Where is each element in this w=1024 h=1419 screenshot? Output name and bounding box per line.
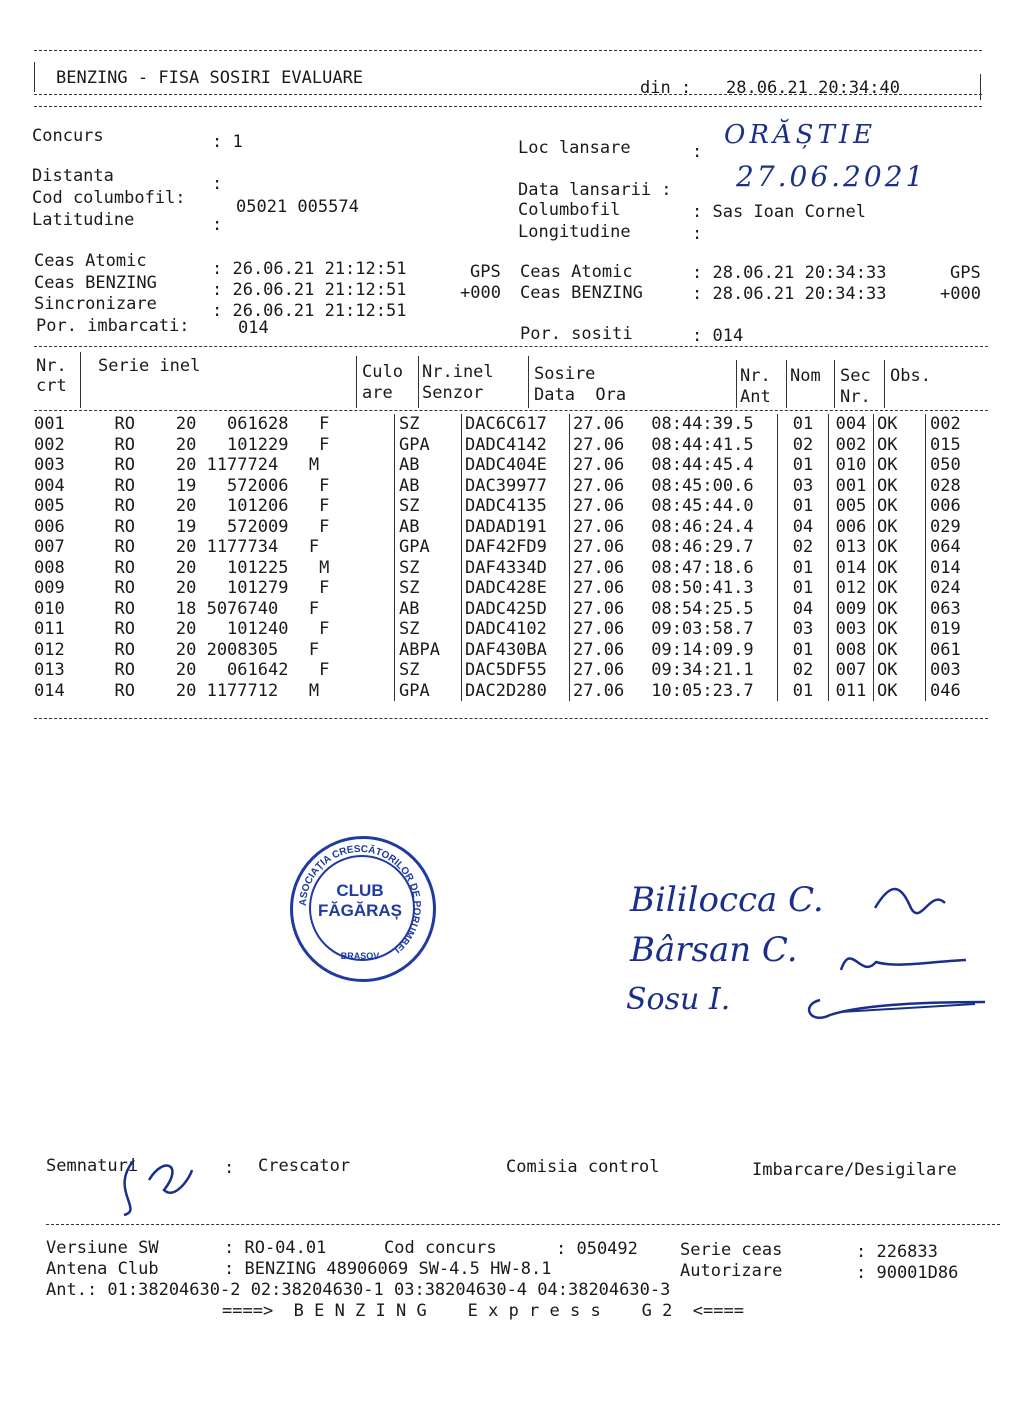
sositi-value: : 014 (692, 326, 744, 346)
autorizare-label: Autorizare (680, 1261, 783, 1281)
cell-sen: DAC6C617 (462, 414, 570, 435)
cell-sec: OK (874, 619, 926, 640)
cell-nom: 008 (829, 640, 874, 661)
col-divider (80, 352, 81, 408)
header-left-edge (34, 62, 35, 92)
header-bottom-rule-2 (34, 106, 982, 107)
brand-line: ====> B E N Z I N G E x p r e s s G 2 <==== (222, 1301, 744, 1321)
cell-cul: AB (395, 476, 462, 497)
cell-sen: DAF4334D (462, 558, 570, 579)
header-serie-inel: Serie inel (98, 356, 201, 376)
cell-dat: 27.06 (570, 660, 642, 681)
cell-serie: RO 20 101225 M (94, 557, 330, 578)
cell-ant: 01 (778, 640, 829, 661)
cell-obs: 015 (926, 435, 1001, 456)
cell-serie: RO 20 2008305 F (94, 639, 320, 660)
cell-sec: OK (874, 455, 926, 476)
serie-ceas-label: Serie ceas (680, 1240, 783, 1260)
cell-dat: 27.06 (570, 640, 642, 661)
cell-sec: OK (874, 681, 926, 702)
cell-sec: OK (874, 517, 926, 538)
cell-nom: 003 (829, 619, 874, 640)
cell-sen: DADC404E (462, 455, 570, 476)
cell-obs: 064 (926, 537, 1001, 558)
cell-ant: 04 (778, 599, 829, 620)
cell-obs: 046 (926, 681, 1001, 702)
cell-nr: 011 (34, 619, 65, 639)
cell-ant: 01 (778, 578, 829, 599)
cell-nr: 002 (34, 434, 65, 455)
cell-sec: OK (874, 558, 926, 579)
header-culoare-1: Culo (362, 362, 403, 382)
cell-obs: 029 (926, 517, 1001, 538)
table-row (34, 599, 1000, 620)
semnaturi-label: Semnaturi (46, 1156, 139, 1176)
cell-obs: 050 (926, 455, 1001, 476)
concurs-label: Concurs (32, 126, 104, 146)
printed-label-din: din : (640, 78, 692, 98)
cell-sen: DAC5DF55 (462, 660, 570, 681)
cell-serie: RO 19 572006 F (94, 475, 330, 496)
table-row (34, 496, 1000, 517)
columbofil-label: Columbofil (518, 200, 621, 220)
cell-serie: RO 20 101279 F (94, 578, 330, 598)
cell-nom: 002 (829, 435, 874, 456)
longitudine-label: Longitudine (518, 222, 631, 242)
latitudine-colon: : (212, 215, 223, 235)
sositi-label: Por. sositi (520, 324, 633, 344)
cell-sen: DAC2D280 (462, 681, 570, 702)
distanta-label: Distanta (32, 166, 114, 186)
cell-serie: RO 20 1177734 F (94, 537, 320, 557)
cell-sec: OK (874, 660, 926, 681)
loc-lansare-label: Loc lansare (518, 138, 631, 158)
cell-nom: 013 (829, 537, 874, 558)
table-row (34, 619, 1000, 640)
header-sosire-2: Data Ora (534, 385, 627, 405)
table-header-rule (34, 410, 988, 411)
cell-cul: AB (395, 517, 462, 538)
header-nr-2: crt (36, 376, 67, 396)
table-row (34, 455, 1000, 476)
cell-ant: 02 (778, 537, 829, 558)
signature-scribble-3 (800, 990, 990, 1030)
cell-dat: 27.06 (570, 537, 642, 558)
cell-nr: 013 (34, 660, 65, 680)
cell-nr: 014 (34, 680, 65, 701)
cod-columbofil-label: Cod columbofil: (32, 188, 186, 208)
cell-dat: 27.06 (570, 599, 642, 620)
header-sosire-1: Sosire (534, 364, 596, 384)
cell-cul: SZ (395, 496, 462, 517)
columbofil-value: : Sas Ioan Cornel (692, 202, 866, 222)
autorizare-value: : 90001D86 (856, 1263, 959, 1283)
cell-nr: 001 (34, 414, 65, 434)
cell-ant: 04 (778, 517, 829, 538)
cell-dat: 27.06 (570, 578, 642, 599)
cell-obs: 002 (926, 414, 1001, 435)
cell-sen: DAF430BA (462, 640, 570, 661)
cell-sen: DAF42FD9 (462, 537, 570, 558)
stamp-line1: CLUB (336, 881, 384, 900)
cell-nom: 005 (829, 496, 874, 517)
cell-sen: DADC4135 (462, 496, 570, 517)
printed-datetime: 28.06.21 20:34:40 (726, 78, 900, 98)
cell-obs: 024 (926, 578, 1001, 599)
cell-nom: 001 (829, 476, 874, 497)
cell-sen: DADC425D (462, 599, 570, 620)
cell-sec: OK (874, 599, 926, 620)
ceas-benzing-value-left: : 26.06.21 21:12:51 (212, 280, 407, 300)
cell-nom: 014 (829, 558, 874, 579)
imbarcati-label: Por. imbarcati: (36, 316, 190, 336)
cell-sec: OK (874, 496, 926, 517)
table-row (34, 660, 1000, 681)
header-right-edge (980, 74, 981, 100)
cell-obs: 019 (926, 619, 1001, 640)
cod-concurs-label: Cod concurs (384, 1238, 497, 1258)
cell-cul: AB (395, 599, 462, 620)
cell-nr: 007 (34, 537, 65, 557)
commission-signature-2: Bârsan C. (630, 930, 798, 970)
data-lansarii-label: Data lansarii : (518, 180, 672, 200)
cell-dat: 27.06 (570, 496, 642, 517)
cell-serie: RO 18 5076740 F (94, 598, 320, 619)
cell-nr: 003 (34, 455, 65, 475)
ceas-benzing-suffix-right: +000 (940, 284, 981, 304)
cell-cul: SZ (395, 414, 462, 435)
sincronizare-value: : 26.06.21 21:12:51 (212, 301, 407, 321)
table-row (34, 578, 1000, 599)
cell-sen: DADAD191 (462, 517, 570, 538)
imbarcare-label: Imbarcare/Desigilare (752, 1160, 957, 1180)
serie-ceas-value: : 226833 (856, 1242, 938, 1262)
cell-nr: 009 (34, 578, 65, 598)
cell-obs: 061 (926, 640, 1001, 661)
cell-nom: 007 (829, 660, 874, 681)
cell-nr: 005 (34, 496, 65, 516)
cell-obs: 014 (926, 558, 1001, 579)
comisia-label: Comisia control (506, 1157, 660, 1177)
header-ant-1: Nr. (740, 366, 771, 386)
cell-cul: GPA (395, 537, 462, 558)
table-bottom-rule (34, 718, 988, 719)
cell-cul: SZ (395, 558, 462, 579)
cell-ant: 02 (778, 435, 829, 456)
commission-signature-3: Sosu I. (626, 982, 731, 1017)
cell-serie: RO 20 101206 F (94, 496, 330, 516)
handwritten-data-lansarii: 27.06.2021 (736, 160, 927, 193)
cell-dat: 27.06 (570, 414, 642, 435)
table-row (34, 476, 1000, 497)
latitudine-label: Latitudine (32, 210, 135, 230)
loc-lansare-colon: : (692, 142, 703, 162)
header-nr-1: Nr. (36, 356, 67, 376)
cell-dat: 27.06 (570, 455, 642, 476)
cell-sec: OK (874, 640, 926, 661)
cell-serie: RO 20 1177724 M (94, 455, 320, 475)
cell-cul: SZ (395, 619, 462, 640)
cell-obs: 028 (926, 476, 1001, 497)
cell-cul: ABPA (395, 640, 462, 661)
col-divider (786, 360, 787, 408)
cell-serie: RO 20 061642 F (94, 660, 330, 680)
cell-nr: 012 (34, 639, 65, 660)
cell-dat: 27.06 (570, 476, 642, 497)
stamp-line2: FĂGĂRAȘ (317, 901, 403, 920)
col-divider (736, 360, 737, 408)
cell-ant: 01 (778, 558, 829, 579)
cell-ant: 01 (778, 496, 829, 517)
cell-ora: 08:45:00.6 (641, 475, 754, 496)
header-sec-1: Sec (840, 366, 871, 386)
cell-serie: RO 20 101240 F (94, 619, 330, 639)
table-row (34, 537, 1000, 558)
ceas-benzing-label-right: Ceas BENZING (520, 283, 643, 303)
cell-ora: 09:03:58.7 (641, 619, 754, 639)
cell-sen: DAC39977 (462, 476, 570, 497)
cell-sec: OK (874, 414, 926, 435)
cell-ora: 09:34:21.1 (641, 660, 754, 680)
cell-nom: 010 (829, 455, 874, 476)
col-divider (528, 356, 529, 408)
cell-ant: 03 (778, 619, 829, 640)
signature-scribble-2 (836, 940, 976, 980)
cell-sen: DADC4142 (462, 435, 570, 456)
cell-dat: 27.06 (570, 558, 642, 579)
cell-nr: 006 (34, 516, 65, 537)
header-senzor-2: Senzor (422, 383, 484, 403)
table-row (34, 414, 1000, 435)
ceas-atomic-suffix-right: GPS (950, 263, 981, 283)
header-bottom-rule (34, 94, 982, 95)
cell-ora: 08:46:24.4 (641, 516, 754, 537)
cell-ora: 08:44:39.5 (641, 414, 754, 434)
cell-obs: 003 (926, 660, 1001, 681)
col-divider (834, 360, 835, 408)
cell-nr: 008 (34, 557, 65, 578)
cell-ora: 10:05:23.7 (641, 680, 754, 701)
table-row (34, 435, 1000, 456)
cod-concurs-value: : 050492 (556, 1239, 638, 1259)
header-ant-2: Ant (740, 387, 771, 407)
cell-nom: 006 (829, 517, 874, 538)
cell-dat: 27.06 (570, 435, 642, 456)
signatures-colon: : (224, 1158, 235, 1178)
antenna-list: Ant.: 01:38204630-2 02:38204630-1 03:38204630-4 04:38204630-3 (46, 1280, 671, 1300)
cell-cul: GPA (395, 435, 462, 456)
cell-sen: DADC428E (462, 578, 570, 599)
cell-cul: SZ (395, 660, 462, 681)
document-title: BENZING - FISA SOSIRI EVALUARE (56, 68, 364, 88)
cell-dat: 27.06 (570, 681, 642, 702)
ceas-atomic-suffix-left: GPS (470, 262, 501, 282)
cell-ora: 08:44:45.4 (641, 455, 754, 475)
cell-sec: OK (874, 537, 926, 558)
cell-sec: OK (874, 435, 926, 456)
header-nom: Nom (790, 366, 821, 386)
cell-obs: 006 (926, 496, 1001, 517)
club-stamp (290, 836, 436, 982)
header-obs: Obs. (890, 366, 931, 386)
cell-ant: 01 (778, 681, 829, 702)
cell-serie: RO 19 572009 F (94, 516, 330, 537)
cell-cul: AB (395, 455, 462, 476)
ceas-benzing-suffix-left: +000 (460, 283, 501, 303)
stamp-city: BRAȘOV (340, 951, 380, 961)
versiune-label: Versiune SW (46, 1238, 159, 1258)
cell-dat: 27.06 (570, 517, 642, 538)
antena-label: Antena Club (46, 1259, 159, 1279)
cell-nr: 010 (34, 598, 65, 619)
cell-nom: 009 (829, 599, 874, 620)
ceas-atomic-label-right: Ceas Atomic (520, 262, 633, 282)
handwritten-loc-lansare: ORĂȘTIE (724, 120, 877, 150)
table-row (34, 558, 1000, 579)
cell-ora: 08:46:29.7 (641, 537, 754, 557)
cell-serie: RO 20 101229 F (94, 434, 330, 455)
cell-nom: 004 (829, 414, 874, 435)
cell-ora: 08:45:44.0 (641, 496, 754, 516)
table-top-rule (34, 346, 988, 347)
cell-ora: 08:44:41.5 (641, 434, 754, 455)
cell-obs: 063 (926, 599, 1001, 620)
header-senzor-1: Nr.inel (422, 362, 494, 382)
col-divider (418, 356, 419, 408)
ceas-benzing-label-left: Ceas BENZING (34, 273, 157, 293)
col-divider (884, 360, 885, 408)
header-top-rule (34, 50, 982, 51)
sincronizare-label: Sincronizare (34, 294, 157, 314)
col-divider (356, 356, 357, 408)
ceas-atomic-value-right: : 28.06.21 20:34:33 (692, 263, 887, 283)
cell-ora: 08:47:18.6 (641, 557, 754, 578)
header-culoare-2: are (362, 383, 393, 403)
cell-ant: 01 (778, 414, 829, 435)
cell-ant: 01 (778, 455, 829, 476)
cell-ora: 08:50:41.3 (641, 578, 754, 598)
ceas-benzing-value-right: : 28.06.21 20:34:33 (692, 284, 887, 304)
ceas-atomic-label-left: Ceas Atomic (34, 251, 147, 271)
cell-serie: RO 20 1177712 M (94, 680, 320, 701)
cell-nom: 011 (829, 681, 874, 702)
antena-value: : BENZING 48906069 SW-4.5 HW-8.1 (224, 1259, 552, 1279)
cell-ora: 08:54:25.5 (641, 598, 754, 619)
cell-sec: OK (874, 578, 926, 599)
cell-ora: 09:14:09.9 (641, 639, 754, 660)
crescator-label: Crescator (258, 1156, 351, 1176)
signature-scribble-1 (870, 878, 950, 918)
versiune-value: : RO-04.01 (224, 1238, 327, 1258)
distanta-colon: : (212, 174, 223, 194)
arrivals-table (34, 414, 1000, 701)
cell-sec: OK (874, 476, 926, 497)
longitudine-colon: : (692, 224, 703, 244)
footer-rule (46, 1224, 1000, 1225)
cell-cul: SZ (395, 578, 462, 599)
cell-dat: 27.06 (570, 619, 642, 640)
concurs-value: : 1 (212, 132, 243, 152)
cell-nom: 012 (829, 578, 874, 599)
table-row (34, 517, 1000, 538)
table-row (34, 640, 1000, 661)
cod-columbofil-value: 05021 005574 (236, 197, 359, 217)
cell-cul: GPA (395, 681, 462, 702)
stamp-ring-text: ASOCIAȚIA CRESCĂTORILOR DE PORUMBEI (297, 843, 423, 955)
commission-signature-1: Bililocca C. (630, 880, 824, 920)
crescator-signature-scribble (104, 1150, 194, 1220)
cell-sen: DADC4102 (462, 619, 570, 640)
imbarcati-value: 014 (238, 318, 269, 338)
ceas-atomic-value-left: : 26.06.21 21:12:51 (212, 259, 407, 279)
cell-serie: RO 20 061628 F (94, 414, 330, 434)
cell-nr: 004 (34, 475, 65, 496)
header-sec-2: Nr. (840, 387, 871, 407)
cell-ant: 02 (778, 660, 829, 681)
table-row (34, 681, 1000, 702)
cell-ant: 03 (778, 476, 829, 497)
